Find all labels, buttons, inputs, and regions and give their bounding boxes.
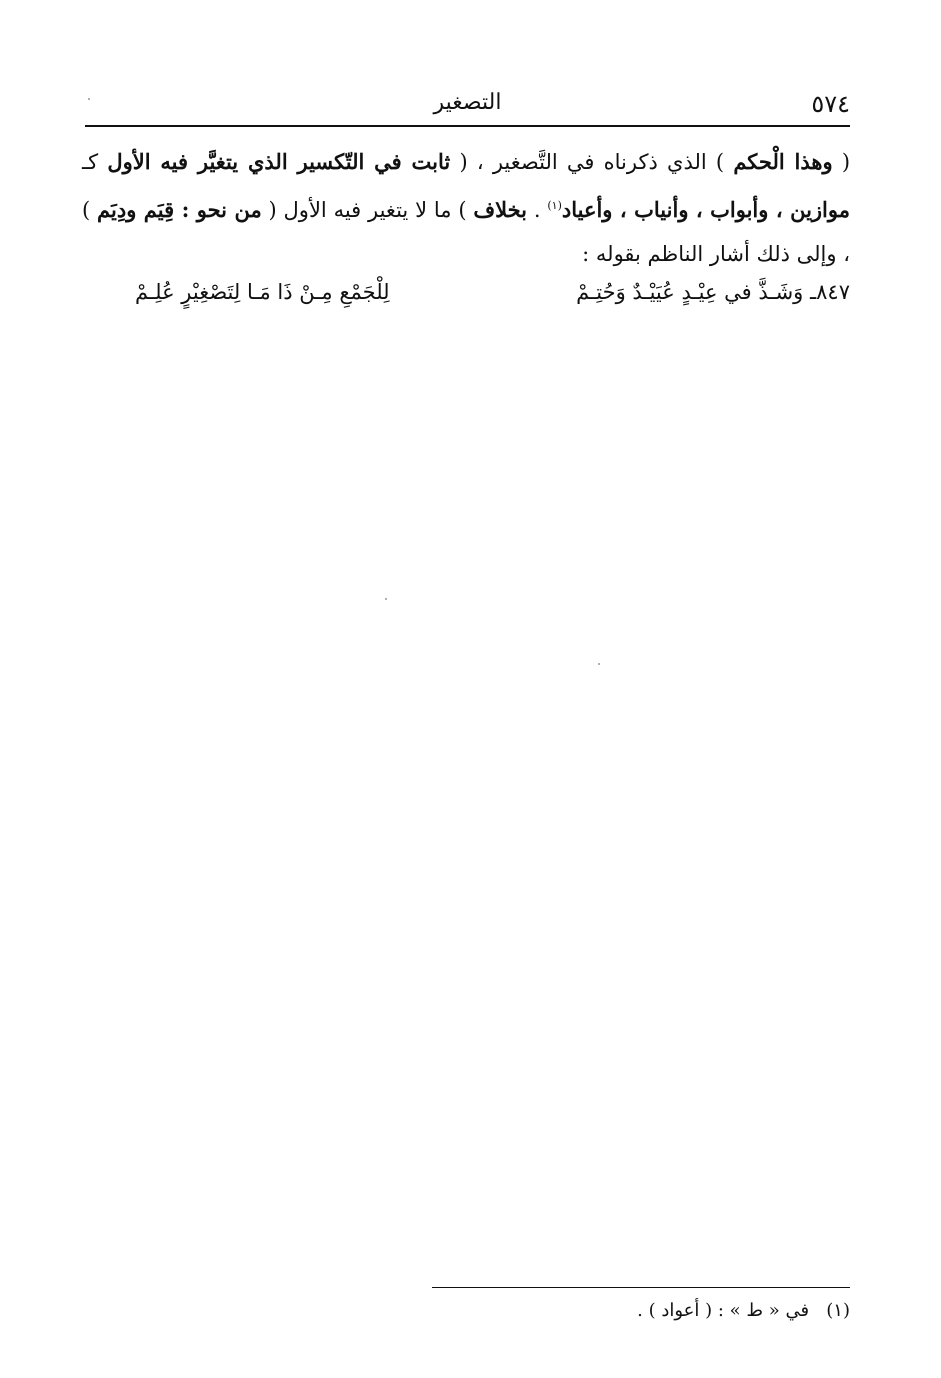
footnote-divider	[432, 1287, 850, 1288]
bold-term: موازين ، وأبواب ، وأنياب ، وأعياد	[561, 197, 850, 222]
page-number: ٥٧٤	[811, 90, 850, 118]
scan-speck	[598, 663, 600, 665]
text-segment: ) الذي ذكرناه في التَّصغير ، (	[450, 150, 734, 174]
bold-term: من نحو : قِيَم ودِيَم	[97, 197, 262, 222]
scan-speck	[88, 98, 90, 100]
text-segment: ) ما لا يتغير فيه الأول (	[261, 198, 474, 222]
bold-term: ثابت في التّكسير الذي يتغيَّر فيه الأول	[107, 149, 451, 174]
hemistich-text: وَشَـذَّ في عِيْـدٍ عُيَيْـدٌ وَحُتِـمْ	[576, 280, 804, 304]
verse-second-hemistich: لِلْجَمْعِ مِـنْ ذَا مَـا لِتَصْغِيْرٍ عُلِـمْ	[135, 280, 390, 304]
footnote-text: في « ط » : ( أعواد ) .	[637, 1300, 810, 1321]
body-paragraph	[82, 140, 850, 276]
verse-number: ٨٤٧ـ	[810, 280, 850, 304]
header-divider	[85, 125, 850, 127]
text-segment: (	[832, 150, 851, 174]
scan-speck	[385, 598, 387, 600]
verse-line	[135, 280, 850, 320]
text-segment: .	[527, 198, 548, 222]
verse-first-hemistich	[576, 280, 850, 304]
page-header	[85, 88, 850, 124]
footnote-reference: (١)	[547, 199, 562, 212]
text-segment: كـ	[82, 150, 108, 174]
footnote	[432, 1300, 850, 1321]
bold-term: وهذا الْحكم	[733, 149, 833, 174]
bold-term: بخلاف	[473, 197, 528, 222]
footnote-marker: (١)	[826, 1300, 850, 1321]
text-segment: ) ، وإلى ذلك أشار الناظم بقوله :	[82, 198, 850, 266]
running-title: التصغير	[433, 90, 502, 115]
